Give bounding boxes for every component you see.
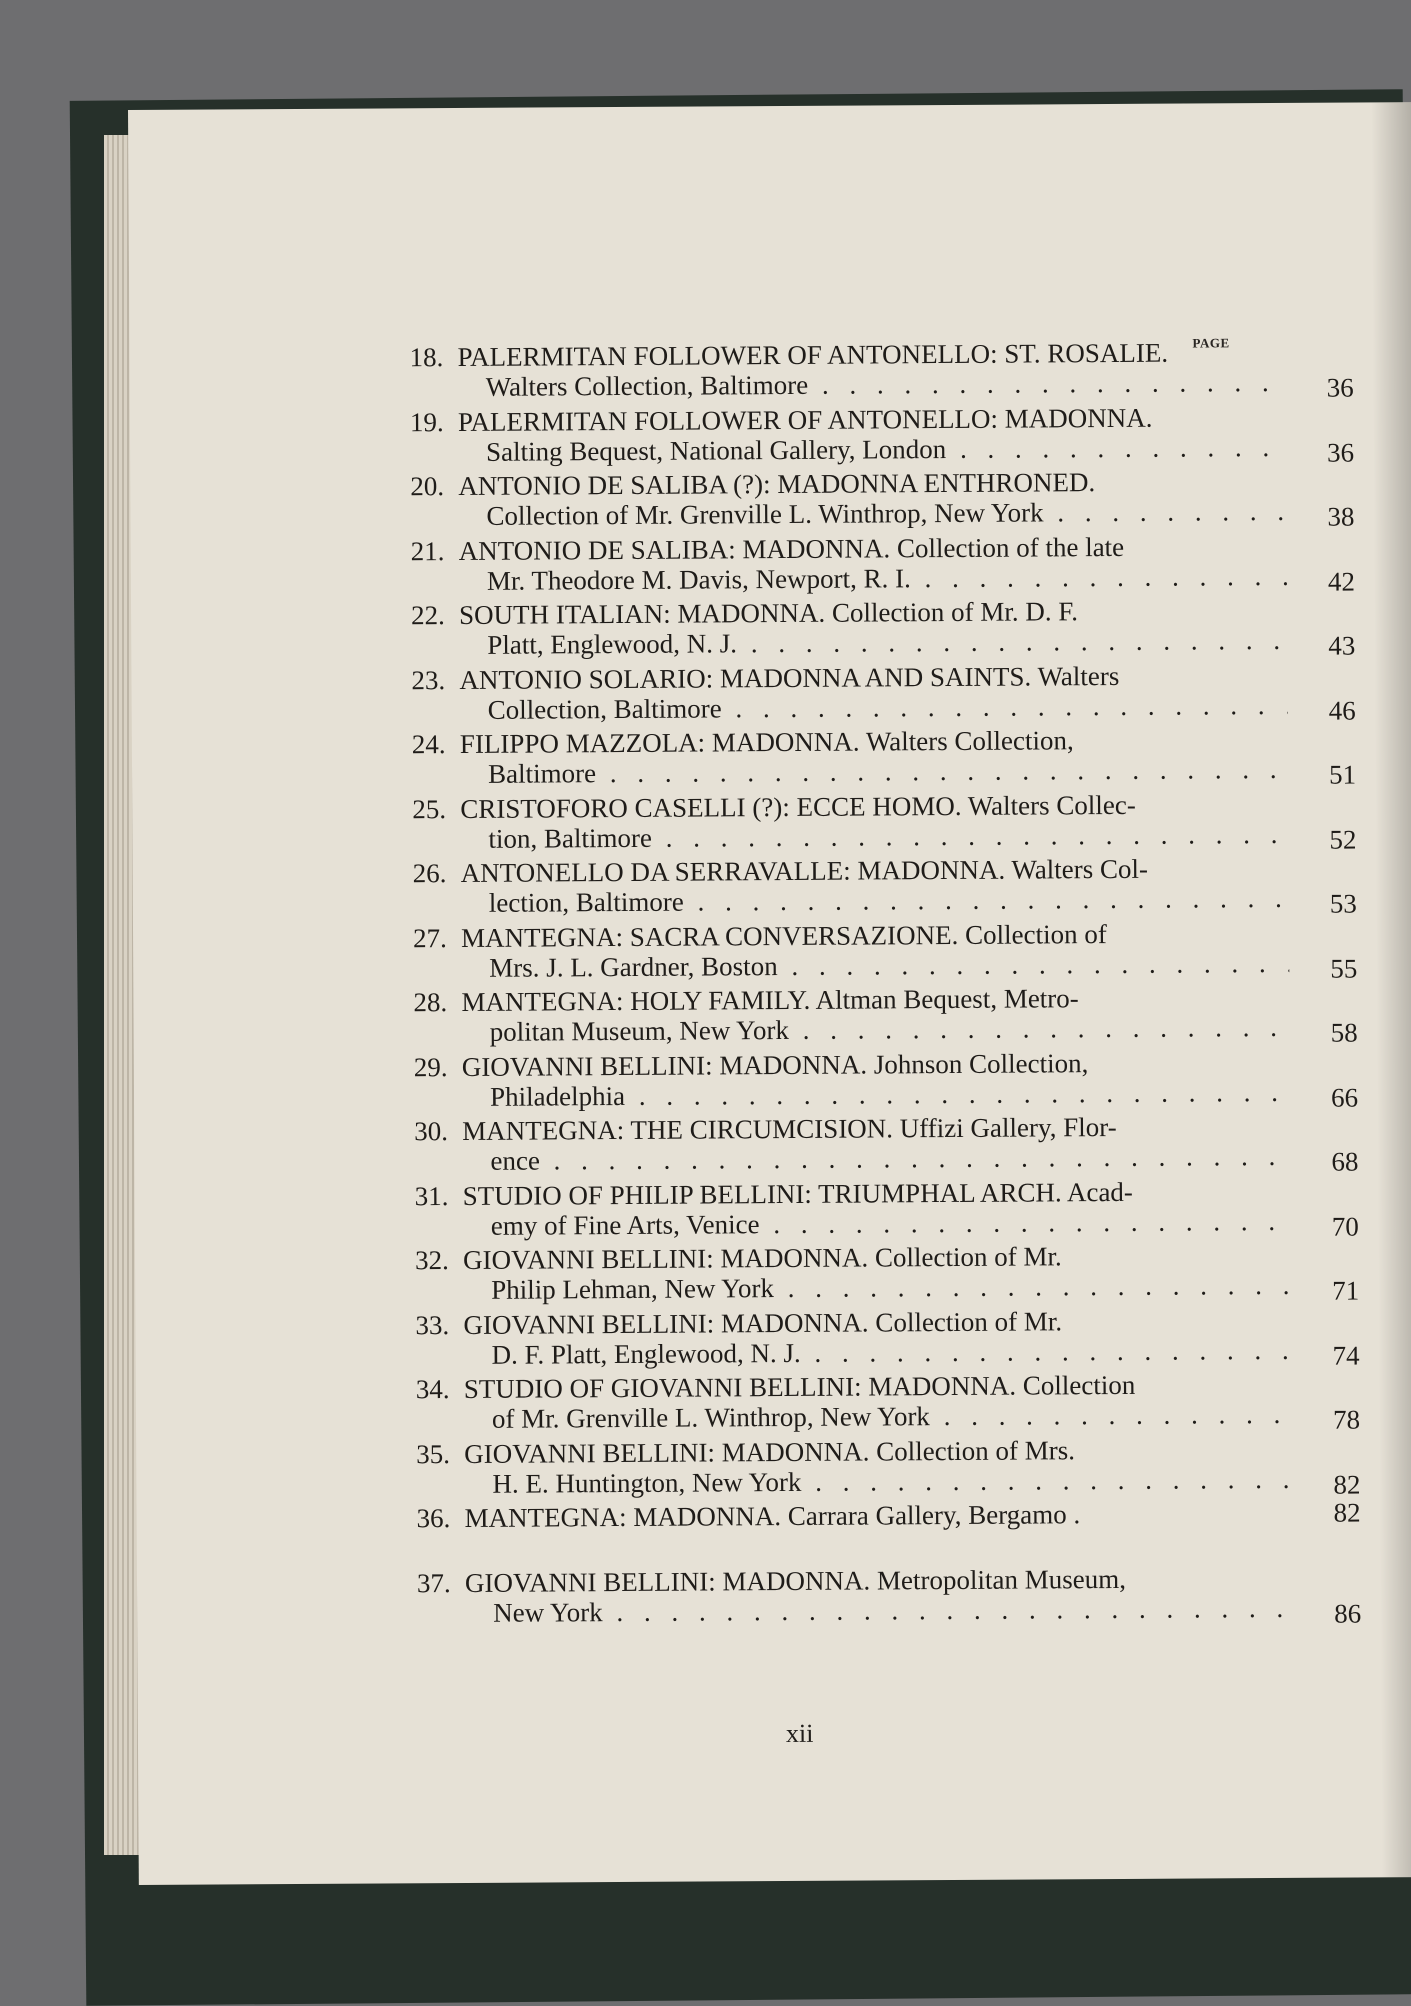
entry-number: 21. <box>410 535 445 566</box>
entry-location: lection, Baltimore . . . <box>489 883 1289 919</box>
entry-title: MANTEGNA: HOLY FAMILY. Altman Bequest, Metro- <box>461 983 1079 1017</box>
list-item <box>413 976 1357 1046</box>
list-item <box>410 524 1355 597</box>
entry-number: 27. <box>412 922 447 953</box>
entry-number: 19. <box>409 406 444 437</box>
entry-title: MANTEGNA: THE CIRCUMCISION. Uffizi Gallery, Flor- <box>462 1111 1117 1146</box>
entry-location: H. E. Huntington, New York . . . <box>492 1463 1292 1499</box>
entry-page-number: 46 <box>1328 695 1356 726</box>
entry-title: SOUTH ITALIAN: MADONNA. Collection of Mr. D. F. <box>458 596 1079 630</box>
entry-title: ANTONIO SOLARIO: MADONNA AND SAINTS. Walters <box>459 660 1120 695</box>
entry-page-number: 74 <box>1332 1340 1360 1371</box>
entry-number: 32. <box>414 1245 449 1276</box>
entry-location: Mrs. J. L. Gardner, Boston . . . <box>489 947 1289 983</box>
entry-number: 35. <box>416 1438 451 1469</box>
entry-number: 28. <box>413 987 448 1018</box>
entry-location: tion, Baltimore . . . <box>488 818 1288 854</box>
entry-location: D. F. Platt, Englewood, N. J. . . . <box>492 1334 1292 1370</box>
entry-page-number: 36 <box>1327 437 1355 468</box>
entry-location: Salting Bequest, National Gallery, London . . . <box>486 431 1286 467</box>
entry-title: ANTONIO DE SALIBA: MADONNA. Collection of the late <box>458 531 1125 566</box>
page-column-header: PAGE <box>1192 335 1230 351</box>
entry-number: 22. <box>411 600 445 631</box>
entry-title: ANTONELLO DA SERRAVALLE: MADONNA. Walters Col- <box>460 853 1149 888</box>
entry-title: CRISTOFORO CASELLI (?): ECCE HOMO. Walters Collec- <box>460 789 1136 824</box>
entry-title: GIOVANNI BELLINI: MADONNA. Metropolitan Museum, <box>464 1563 1127 1598</box>
entry-number: 36. <box>416 1503 451 1534</box>
entry-location: Philip Lehman, New York . . . <box>491 1270 1291 1306</box>
entry-page-number: 71 <box>1332 1275 1360 1306</box>
entry-number: 23. <box>411 664 446 695</box>
list-item <box>415 1234 1359 1304</box>
entry-title: GIOVANNI BELLINI: MADONNA. Collection of Mr. <box>463 1305 1063 1340</box>
page-number: xii <box>785 1718 814 1749</box>
entry-number: 31. <box>414 1180 449 1211</box>
page-gutter <box>1371 102 1411 1877</box>
list-item <box>412 782 1357 855</box>
entry-number: 34. <box>415 1374 450 1405</box>
entry-title: GIOVANNI BELLINI: MADONNA. Collection of Mrs. <box>464 1434 1075 1469</box>
entry-location: politan Museum, New York . . . <box>490 1012 1290 1048</box>
list-item <box>416 1491 1360 1561</box>
entry-location: Collection, Baltimore . . . <box>488 689 1288 725</box>
entry-number: 25. <box>412 793 447 824</box>
entry-title: GIOVANNI BELLINI: MADONNA. Johnson Collection, <box>461 1047 1089 1082</box>
entry-page-number: 82 <box>1333 1497 1361 1528</box>
entry-title: FILIPPO MAZZOLA: MADONNA. Walters Collection, <box>459 725 1074 759</box>
list-item <box>415 1362 1361 1435</box>
entry-page-number: 43 <box>1328 630 1356 661</box>
list-item <box>416 1427 1361 1500</box>
list-item <box>411 589 1355 659</box>
list-item <box>414 1105 1358 1175</box>
entry-page-number: 82 <box>1333 1468 1361 1500</box>
entry-location: Mr. Theodore M. Davis, Newport, R. I. . . . <box>487 560 1287 596</box>
list-item <box>410 460 1354 530</box>
list-item <box>413 847 1357 917</box>
entry-title: MANTEGNA: SACRA CONVERSAZIONE. Collection of <box>460 918 1107 953</box>
entry-title: MANTEGNA: MADONNA. Carrara Gallery, Bergamo . <box>464 1499 1081 1533</box>
entry-location: emy of Fine Arts, Venice . . . <box>491 1205 1291 1241</box>
entry-title: PALERMITAN FOLLOWER OF ANTONELLO: MADONNA. <box>457 402 1153 437</box>
entry-page-number: 52 <box>1329 824 1357 855</box>
entry-page-number: 86 <box>1334 1597 1362 1629</box>
entry-title: PALERMITAN FOLLOWER OF ANTONELLO: ST. ROSALIE. <box>457 337 1169 372</box>
list-item <box>409 395 1355 468</box>
entry-page-number: 66 <box>1330 1082 1359 1113</box>
entry-location: Collection of Mr. Grenville L. Winthrop, New York . . . <box>486 496 1286 532</box>
entry-page-number: 68 <box>1331 1146 1359 1177</box>
entry-number: 24. <box>411 729 446 760</box>
entry-page-number: 70 <box>1331 1211 1359 1242</box>
book-page <box>128 102 1411 1885</box>
list-item <box>412 911 1358 984</box>
entry-page-number: 38 <box>1327 501 1355 532</box>
entry-number: 33. <box>415 1309 450 1340</box>
entry-number: 20. <box>410 471 445 502</box>
entry-page-number: 58 <box>1330 1017 1358 1048</box>
entry-title: STUDIO OF GIOVANNI BELLINI: MADONNA. Collection <box>463 1369 1136 1404</box>
list-item <box>413 1040 1359 1113</box>
entry-page-number: 51 <box>1328 759 1357 790</box>
entry-location: ence . . . <box>490 1141 1290 1177</box>
entry-location: Philadelphia . . . <box>490 1076 1290 1112</box>
entry-number: 30. <box>414 1116 449 1147</box>
entry-location: New York . . . <box>493 1592 1293 1628</box>
entry-page-number: 42 <box>1327 566 1355 597</box>
entry-title: ANTONIO DE SALIBA (?): MADONNA ENTHRONED. <box>458 467 1096 501</box>
entry-location: of Mr. Grenville L. Winthrop, New York . . . <box>492 1399 1292 1435</box>
list-item <box>411 653 1356 726</box>
entry-page-number: 36 <box>1326 372 1354 403</box>
list-item <box>416 1556 1362 1629</box>
entry-page-number: 78 <box>1332 1404 1361 1435</box>
entry-number: 18. <box>409 342 444 373</box>
illustration-list <box>409 331 1361 1627</box>
entry-location: Platt, Englewood, N. J. . . . <box>487 625 1287 661</box>
entry-location: Walters Collection, Baltimore . . . <box>486 367 1286 403</box>
entry-number: 29. <box>413 1051 448 1082</box>
entry-number: 37. <box>416 1567 451 1598</box>
entry-location: Baltimore . . . <box>488 754 1288 790</box>
entry-title: STUDIO OF PHILIP BELLINI: TRIUMPHAL ARCH. Acad- <box>462 1176 1133 1211</box>
list-item <box>414 1169 1359 1242</box>
entry-page-number: 55 <box>1330 953 1358 984</box>
list-item <box>409 331 1353 401</box>
entry-title: GIOVANNI BELLINI: MADONNA. Collection of Mr. <box>462 1241 1062 1275</box>
list-item <box>415 1298 1360 1371</box>
list-item <box>412 718 1356 788</box>
entry-number: 26. <box>412 858 447 889</box>
entry-page-number: 53 <box>1329 888 1357 919</box>
